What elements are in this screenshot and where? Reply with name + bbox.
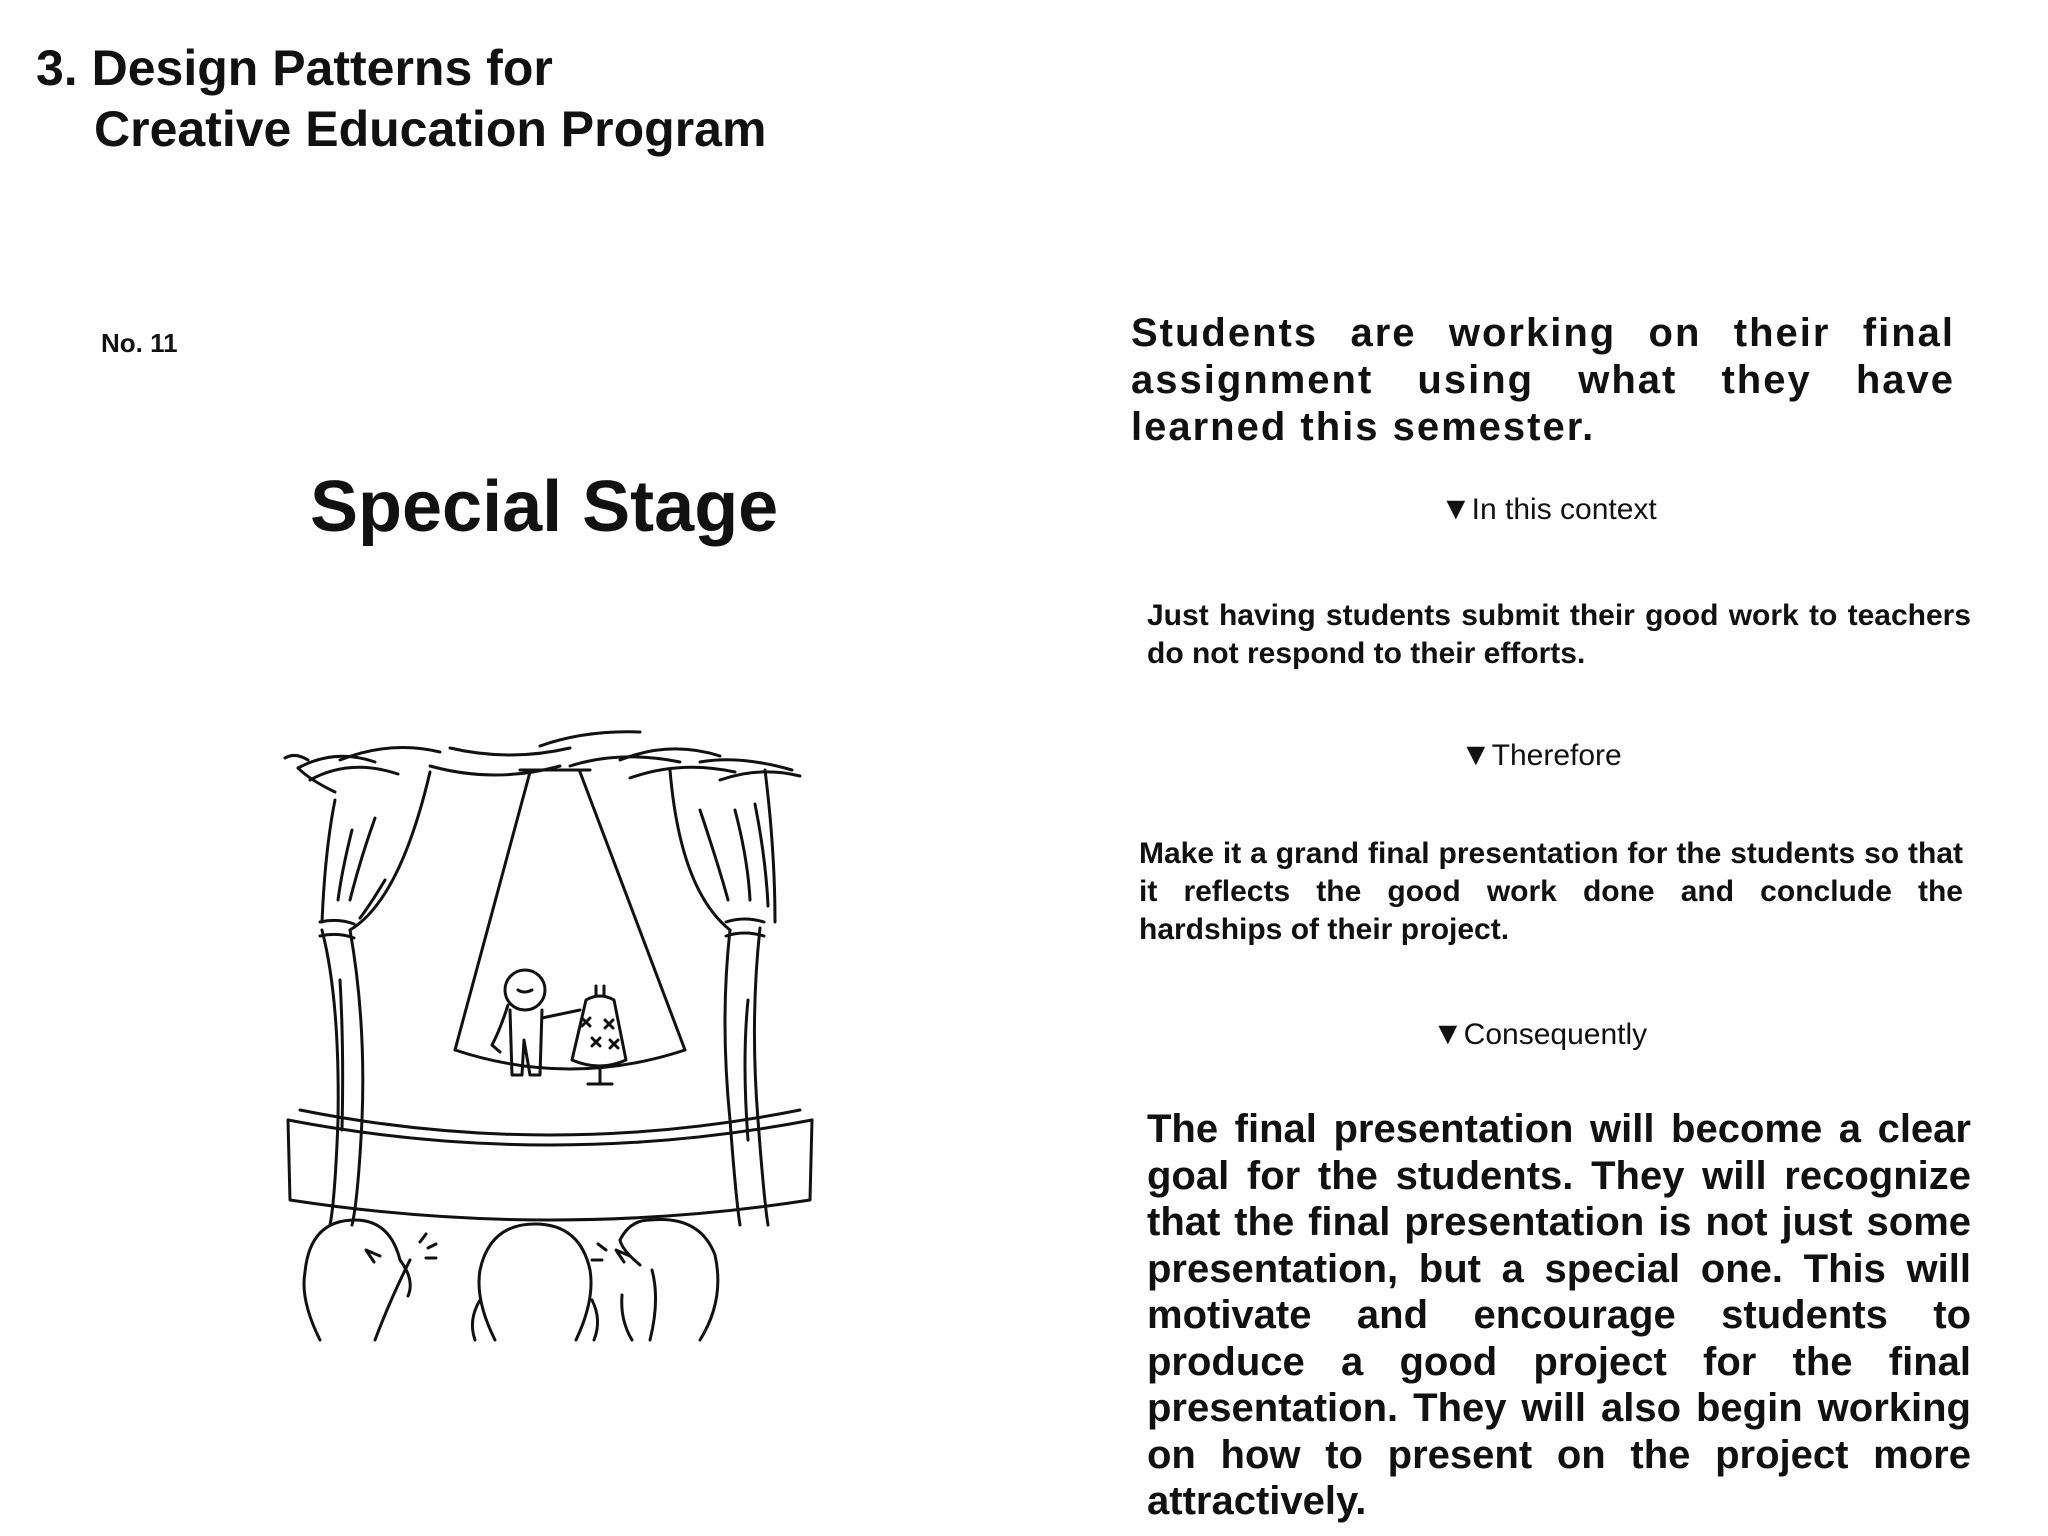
- divider-consequently: [1432, 1015, 1647, 1052]
- section-title: [36, 38, 766, 160]
- triangle-down-icon: ▼: [1440, 490, 1472, 526]
- pattern-name: Special Stage: [310, 467, 779, 547]
- divider-label: Therefore: [1491, 739, 1622, 772]
- solution-text: Make it a grand final presentation for the students so that it reflects the good work done and conclude the hardships of their project.: [1139, 837, 1963, 946]
- section-number: 3.: [36, 40, 78, 96]
- divider-in-this-context: [1440, 490, 1657, 527]
- divider-therefore: [1460, 736, 1622, 773]
- section-title-line1: Design Patterns for: [91, 40, 553, 96]
- problem-text: Just having students submit their good work to teachers do not respond to their efforts.: [1147, 599, 1971, 670]
- triangle-down-icon: ▼: [1432, 1015, 1464, 1051]
- divider-label: In this context: [1471, 493, 1657, 526]
- section-title-line2: Creative Education Program: [94, 101, 767, 157]
- pattern-number: No. 11: [101, 328, 178, 358]
- triangle-down-icon: ▼: [1460, 736, 1492, 772]
- divider-label: Consequently: [1463, 1018, 1648, 1051]
- stage-illustration: [280, 700, 820, 1350]
- consequence-text: The final presentation will become a clear goal for the students. They will recognize that the final presentation is not just some presentation, but a special one. This will motivate and encourage students to produce a good project for the final presentation. They will also begin working on how to present on the project more attractively.: [1147, 1107, 1971, 1523]
- context-text: Students are working on their final assignment using what they have learned this semester.: [1131, 311, 1955, 449]
